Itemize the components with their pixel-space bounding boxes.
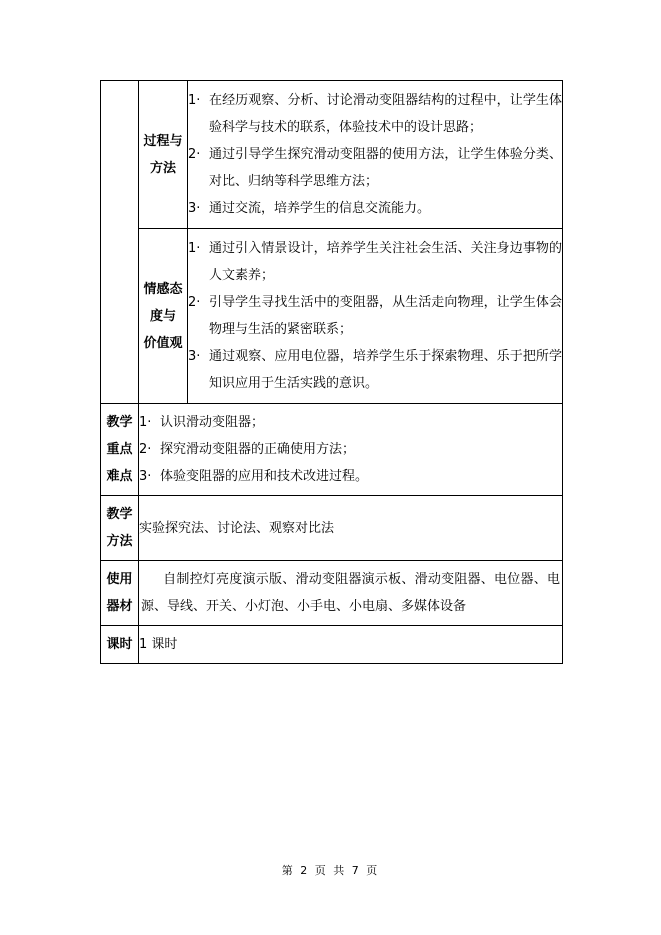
header-process-method — [139, 81, 188, 229]
item-text: 探究滑动变阻器的正确使用方法； — [160, 442, 356, 457]
list-item — [188, 141, 562, 195]
header-line: 器材 — [106, 599, 133, 614]
header-key-points-difficulties — [101, 404, 139, 496]
list-item — [188, 343, 562, 397]
item-text: 通过引导学生探究滑动变阻器的使用方法，让学生体验分类、对比、归纳等科学思维方法； — [209, 147, 562, 189]
item-number: 2· — [139, 442, 152, 457]
page-footer — [0, 864, 661, 878]
item-number: 2· — [188, 295, 201, 310]
header-materials — [101, 561, 139, 626]
item-text: 体验变阻器的应用和技术改进过程。 — [160, 469, 369, 484]
header-line: 难点 — [106, 469, 133, 484]
list-item — [139, 409, 562, 436]
cell-teaching-method — [139, 496, 563, 561]
list-item — [188, 289, 562, 343]
header-line: 价值观 — [143, 335, 183, 351]
page-number: 第 2 页 共 7 页 — [281, 864, 380, 877]
header-line: 使用 — [106, 572, 133, 587]
header-line: 过程与 — [143, 133, 183, 149]
header-line: 教学 — [106, 507, 133, 522]
header-line: 方法 — [106, 534, 133, 549]
item-text: 通过观察、应用电位器，培养学生乐于探索物理、乐于把所学知识应用于生活实践的意识。 — [209, 349, 562, 391]
header-class-period — [101, 626, 139, 664]
list-item — [188, 195, 562, 222]
cell-class-period — [139, 626, 563, 664]
item-number: 3· — [188, 201, 201, 216]
item-text: 在经历观察、分析、讨论滑动变阻器结构的过程中，让学生体验科学与技术的联系，体验技术中的设计思路； — [209, 93, 562, 135]
header-emotion-attitude-values — [139, 229, 188, 404]
item-text: 通过引入情景设计，培养学生关注社会生活、关注身边事物的人文素养； — [209, 241, 562, 283]
header-line: 重点 — [106, 442, 133, 457]
list-item — [188, 235, 562, 289]
cell-emotion-attitude-values — [188, 229, 563, 404]
cell-text: 自制控灯亮度演示版、滑动变阻器演示板、滑动变阻器、电位器、电源、导线、开关、小灯泡、小手电、小电扇、多媒体设备 — [141, 572, 560, 614]
lesson-plan-table — [100, 80, 563, 664]
header-line: 课时 — [106, 637, 133, 652]
item-number: 3· — [139, 469, 152, 484]
header-teaching-method — [101, 496, 139, 561]
merged-empty-cell — [101, 81, 139, 404]
item-text: 通过交流，培养学生的信息交流能力。 — [209, 201, 431, 216]
list-item — [188, 87, 562, 141]
header-line: 方法 — [149, 160, 176, 176]
header-line: 教学 — [106, 415, 133, 430]
item-number: 3· — [188, 349, 201, 364]
cell-key-points-difficulties — [139, 404, 563, 496]
item-text: 认识滑动变阻器； — [160, 415, 265, 430]
item-number: 2· — [188, 147, 201, 162]
list-item — [139, 463, 562, 490]
item-number: 1· — [188, 241, 201, 256]
item-text: 引导学生寻找生活中的变阻器，从生活走向物理，让学生体会物理与生活的紧密联系； — [209, 295, 562, 337]
item-number: 1· — [139, 415, 152, 430]
item-number: 1· — [188, 93, 201, 108]
list-item — [139, 436, 562, 463]
header-line: 度与 — [149, 308, 176, 324]
header-line: 情感态 — [143, 281, 183, 297]
cell-process-method — [188, 81, 563, 229]
cell-text: 实验探究法、讨论法、观察对比法 — [139, 520, 335, 536]
cell-text: 1 课时 — [139, 637, 178, 652]
cell-materials — [139, 561, 563, 626]
